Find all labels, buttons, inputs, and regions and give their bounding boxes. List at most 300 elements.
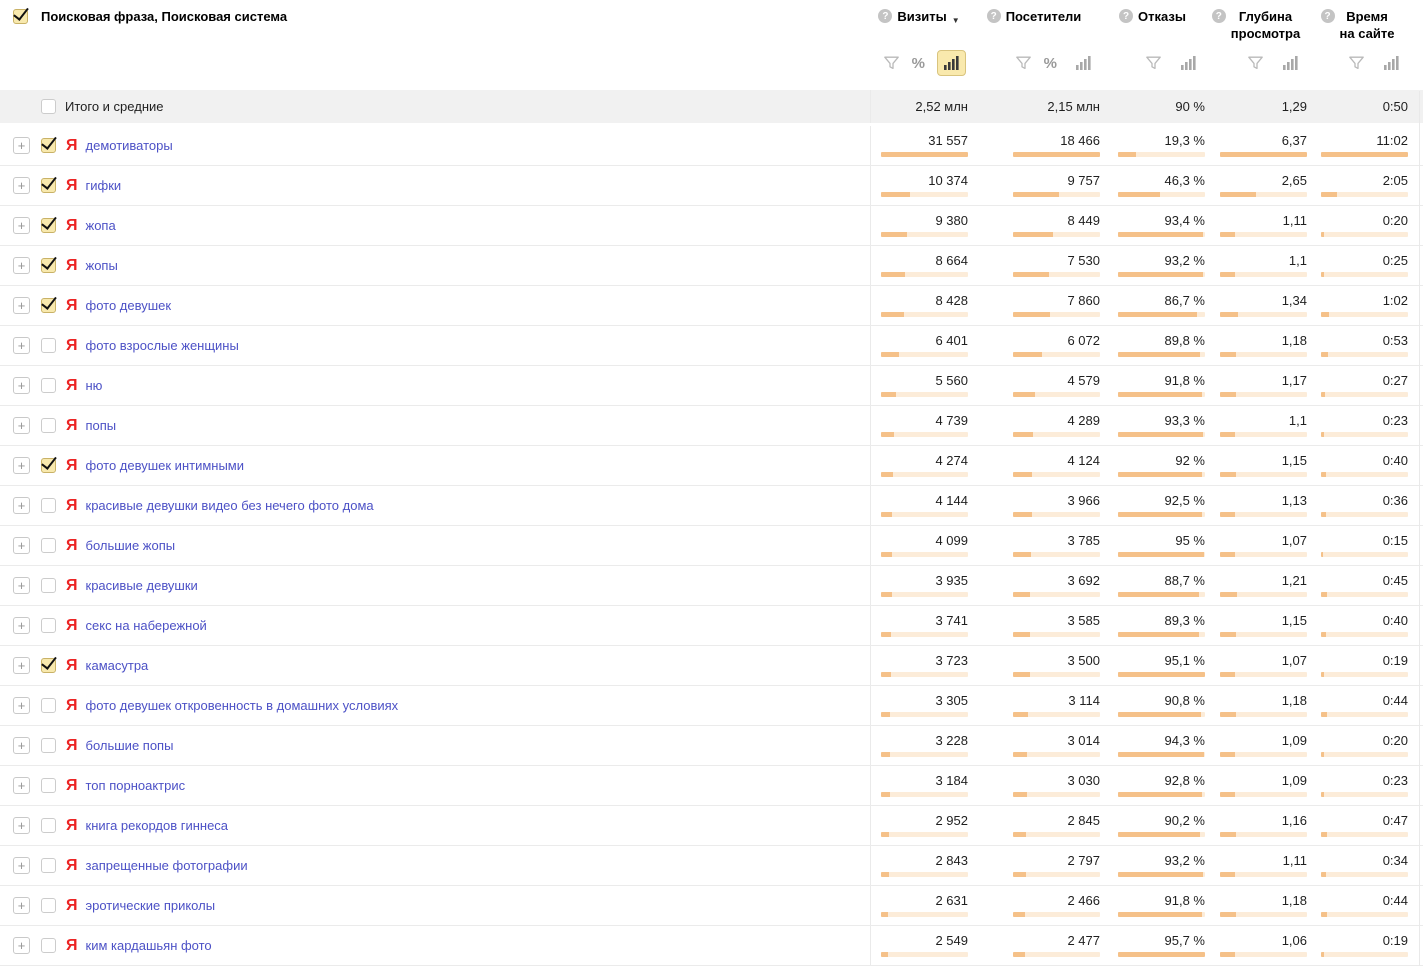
metric-bar-track (881, 432, 968, 437)
metric-bar-track (1220, 432, 1307, 437)
expand-button[interactable]: + (13, 617, 30, 634)
metric-bar-track (881, 232, 968, 237)
metric-value: 0:23 (1382, 413, 1408, 428)
filter-icon[interactable] (1247, 55, 1264, 71)
metric-bar-track (1321, 672, 1408, 677)
row-checkbox[interactable] (41, 658, 56, 673)
metric-bar-track (1118, 792, 1205, 797)
expand-button[interactable]: + (13, 217, 30, 234)
metric-cell-bounces (1100, 886, 1205, 925)
metric-bar-track (1220, 472, 1307, 477)
metric-value: 9 757 (1067, 173, 1100, 188)
phrase-link[interactable]: запрещенные фотографии (85, 858, 248, 873)
filter-icon[interactable] (1348, 55, 1365, 71)
metric-bar-fill (881, 232, 907, 237)
expand-button[interactable]: + (13, 937, 30, 954)
phrase-cell (0, 366, 870, 405)
metric-value: 92,5 % (1164, 493, 1205, 508)
metric-column-headers (870, 0, 1408, 90)
metric-value: 5 560 (935, 373, 968, 388)
expand-button[interactable]: + (13, 817, 30, 834)
metric-bar-fill (1118, 352, 1200, 357)
phrase-link[interactable]: попы (85, 418, 117, 433)
metric-value: 6 401 (935, 333, 968, 348)
metric-bar-track (1321, 152, 1408, 157)
row-checkbox[interactable] (41, 778, 56, 793)
bars-toggle-icon[interactable] (1276, 50, 1305, 76)
phrase-cell (0, 566, 870, 605)
metric-cell-bounces (1100, 406, 1205, 445)
column-label-time[interactable] (1307, 8, 1408, 42)
help-icon[interactable]: ? (987, 9, 1001, 23)
row-checkbox[interactable] (41, 418, 56, 433)
select-all-checkbox[interactable] (13, 9, 28, 24)
metric-value: 3 785 (1067, 533, 1100, 548)
metric-cell-bounces (1100, 766, 1205, 805)
bar-chart-glyph (1283, 56, 1298, 70)
metric-bar-track (881, 392, 968, 397)
metric-bar-track (1321, 912, 1408, 917)
row-checkbox[interactable] (41, 698, 56, 713)
row-checkbox[interactable] (41, 578, 56, 593)
metric-bar-track (1321, 872, 1408, 877)
percent-toggle-icon[interactable]: % (1043, 54, 1057, 72)
help-icon[interactable]: ? (878, 9, 892, 23)
metric-bar-track (881, 632, 968, 637)
totals-label: Итого и средние (65, 99, 164, 114)
metric-bar-fill (1118, 752, 1204, 757)
metric-bar-track (881, 272, 968, 277)
expand-button[interactable]: + (13, 457, 30, 474)
row-checkbox[interactable] (41, 738, 56, 753)
column-title: Отказы (1138, 9, 1186, 24)
phrase-link[interactable]: большие попы (85, 738, 174, 753)
metric-bar-track (1118, 152, 1205, 157)
row-checkbox[interactable] (41, 898, 56, 913)
help-icon[interactable]: ? (1321, 9, 1335, 23)
metric-cell-time (1307, 646, 1408, 685)
metric-cell-depth (1205, 686, 1307, 725)
metric-value: 4 579 (1067, 373, 1100, 388)
metric-value: 7 530 (1067, 253, 1100, 268)
metric-cell-depth (1205, 806, 1307, 845)
metric-bar-fill (1118, 592, 1199, 597)
metric-bar-fill (1013, 432, 1033, 437)
phrase-link[interactable]: фото девушек (85, 298, 172, 313)
phrase-link[interactable]: фото девушек интимными (85, 458, 245, 473)
bars-toggle-icon[interactable] (1377, 50, 1406, 76)
expand-button[interactable]: + (13, 377, 30, 394)
row-checkbox[interactable] (41, 538, 56, 553)
metric-cell-bounces (1100, 646, 1205, 685)
phrase-link[interactable]: секс на набережной (85, 618, 207, 633)
row-checkbox[interactable] (41, 378, 56, 393)
column-header-depth (1205, 0, 1307, 90)
expand-button[interactable]: + (13, 897, 30, 914)
expand-button[interactable]: + (13, 417, 30, 434)
metric-value: 1:02 (1382, 293, 1408, 308)
metric-bar-fill (881, 152, 968, 157)
metric-value: 0:20 (1382, 213, 1408, 228)
metric-value: 90 % (1175, 99, 1205, 114)
phrase-link[interactable]: фото взрослые женщины (85, 338, 239, 353)
metric-cell-visitors (968, 606, 1100, 645)
metric-value: 0:20 (1382, 733, 1408, 748)
table-row (0, 246, 1423, 286)
phrase-cell (0, 846, 870, 885)
metric-cell-visitors (968, 166, 1100, 205)
yandex-search-engine-icon: Я (66, 176, 78, 194)
metric-value: 3 305 (935, 693, 968, 708)
metric-bar-track (1220, 512, 1307, 517)
metric-bar-track (881, 592, 968, 597)
metric-cell-visits (870, 406, 968, 445)
phrase-link[interactable]: фото девушек откровенность в домашних условиях (85, 698, 399, 713)
row-checkbox[interactable] (41, 138, 56, 153)
metric-value: 95,1 % (1164, 653, 1205, 668)
metric-bar-track (1118, 272, 1205, 277)
yandex-search-engine-icon: Я (66, 616, 78, 634)
metric-bar-fill (1220, 512, 1235, 517)
totals-checkbox[interactable] (41, 99, 56, 114)
yandex-search-engine-icon: Я (66, 816, 78, 834)
filter-icon[interactable] (883, 55, 900, 71)
metric-cell-visitors (968, 126, 1100, 165)
metric-cell-visits (870, 886, 968, 925)
column-tools-depth (1247, 49, 1305, 77)
metric-cell-depth (1205, 846, 1307, 885)
metric-value: 2 797 (1067, 853, 1100, 868)
metric-bar-fill (1013, 672, 1030, 677)
filter-icon[interactable] (1015, 55, 1032, 71)
expand-button[interactable]: + (13, 537, 30, 554)
metric-cell-visits (870, 486, 968, 525)
metric-cell-visitors (968, 886, 1100, 925)
totals-row (0, 90, 1423, 123)
metric-cell-time (1307, 366, 1408, 405)
phrase-link[interactable]: красивые девушки (85, 578, 198, 593)
phrase-cell (0, 606, 870, 645)
expand-button[interactable]: + (13, 497, 30, 514)
row-checkbox[interactable] (41, 338, 56, 353)
row-checkbox[interactable] (41, 458, 56, 473)
metric-bar-track (881, 552, 968, 557)
yandex-search-engine-icon: Я (66, 656, 78, 674)
metric-cell-time (1307, 766, 1408, 805)
column-label-depth[interactable] (1205, 8, 1307, 42)
metric-cell-depth (1205, 926, 1307, 965)
metric-value: 1,1 (1288, 413, 1307, 428)
metric-bar-track (1118, 752, 1205, 757)
metric-bar-track (881, 672, 968, 677)
metric-bar-track (881, 312, 968, 317)
metric-cell-time (1307, 686, 1408, 725)
phrase-cell (0, 286, 870, 325)
column-label-bounces[interactable] (1100, 8, 1205, 25)
filter-funnel-glyph (1348, 55, 1365, 71)
metric-cell-visitors (968, 246, 1100, 285)
metric-cell-time (1307, 926, 1408, 965)
metric-bar-fill (1220, 832, 1236, 837)
metric-bar-fill (1321, 512, 1326, 517)
phrase-cell (0, 726, 870, 765)
metric-bar-track (1220, 592, 1307, 597)
phrase-link[interactable]: топ порноактрис (85, 778, 186, 793)
metric-bar-fill (1013, 912, 1025, 917)
metric-bar-track (1321, 432, 1408, 437)
metric-bar-track (881, 192, 968, 197)
metric-cell-visitors (968, 486, 1100, 525)
metric-bar-fill (1321, 392, 1325, 397)
metric-bar-track (1321, 192, 1408, 197)
metric-bar-fill (1220, 632, 1236, 637)
table-row (0, 326, 1423, 366)
metric-bar-track (1220, 552, 1307, 557)
metric-bar-track (1220, 392, 1307, 397)
metric-cell-time (1307, 166, 1408, 205)
row-checkbox[interactable] (41, 218, 56, 233)
metric-bar-fill (1220, 232, 1235, 237)
metric-bar-track (1321, 392, 1408, 397)
metric-bar-track (1118, 832, 1205, 837)
phrase-cell (0, 446, 870, 485)
metric-cell-visitors (968, 846, 1100, 885)
metric-value: 11:02 (1376, 133, 1408, 148)
metric-bar-track (1118, 592, 1205, 597)
metric-value: 88,7 % (1164, 573, 1205, 588)
metric-cell-bounces (1100, 326, 1205, 365)
phrase-link[interactable]: красивые девушки видео без нечего фото дома (85, 498, 374, 513)
bar-chart-glyph (944, 56, 959, 70)
metric-value: 4 274 (935, 453, 968, 468)
metric-bar-fill (1118, 792, 1202, 797)
metric-bar-track (1118, 392, 1205, 397)
metric-bar-track (1013, 752, 1100, 757)
metric-value: 2 549 (935, 933, 968, 948)
expand-button[interactable]: + (13, 697, 30, 714)
metric-cell-bounces (1100, 286, 1205, 325)
metric-bar-fill (1013, 592, 1030, 597)
metric-bar-track (1220, 832, 1307, 837)
metric-bar-track (1013, 512, 1100, 517)
metric-value: 3 935 (935, 573, 968, 588)
row-checkbox[interactable] (41, 298, 56, 313)
metric-cell-depth (1205, 246, 1307, 285)
column-label-visits[interactable] (870, 8, 968, 29)
row-checkbox[interactable] (41, 498, 56, 513)
help-icon[interactable]: ? (1212, 9, 1226, 23)
metric-cell-bounces (1100, 846, 1205, 885)
metric-cell-visitors (968, 206, 1100, 245)
expand-button[interactable]: + (13, 857, 30, 874)
column-header-bounces (1100, 0, 1205, 90)
row-checkbox[interactable] (41, 938, 56, 953)
table-row (0, 126, 1423, 166)
table-header (0, 0, 1423, 90)
metric-value: 6 072 (1067, 333, 1100, 348)
metric-cell-visits (870, 846, 968, 885)
metric-cell-visitors (968, 526, 1100, 565)
expand-button[interactable]: + (13, 257, 30, 274)
expand-button[interactable]: + (13, 737, 30, 754)
row-checkbox[interactable] (41, 858, 56, 873)
metric-bar-track (1118, 632, 1205, 637)
phrase-link[interactable]: ню (85, 378, 103, 393)
metric-bar-track (1013, 712, 1100, 717)
phrase-link[interactable]: гифки (85, 178, 122, 193)
phrase-link[interactable]: книга рекордов гиннеса (85, 818, 229, 833)
metric-bar-fill (1321, 152, 1408, 157)
bars-toggle-icon[interactable] (1069, 50, 1098, 76)
metric-bar-fill (1220, 272, 1235, 277)
metric-cell-visits (870, 606, 968, 645)
metric-bar-fill (1321, 912, 1327, 917)
metric-value: 8 449 (1067, 213, 1100, 228)
table-row (0, 726, 1423, 766)
metric-value: 0:40 (1382, 613, 1408, 628)
table-right-border (1419, 91, 1420, 966)
metric-value: 1,29 (1281, 99, 1307, 114)
metric-cell-visits (870, 526, 968, 565)
phrase-link[interactable]: ким кардашьян фото (85, 938, 212, 953)
phrase-cell (0, 326, 870, 365)
metric-bar-fill (1220, 712, 1236, 717)
metric-bar-track (881, 752, 968, 757)
bars-toggle-icon[interactable] (937, 50, 966, 76)
metric-bar-track (1220, 672, 1307, 677)
expand-button[interactable]: + (13, 297, 30, 314)
yandex-search-engine-icon: Я (66, 696, 78, 714)
table-row (0, 686, 1423, 726)
metric-bar-fill (1220, 312, 1238, 317)
column-tools-visitors (1015, 49, 1098, 77)
metric-value: 3 228 (935, 733, 968, 748)
bar-chart-glyph (1384, 56, 1399, 70)
metric-bar-fill (881, 872, 889, 877)
metric-cell-visits (870, 686, 968, 725)
metric-bar-track (1118, 712, 1205, 717)
yandex-search-engine-icon: Я (66, 536, 78, 554)
phrase-link[interactable]: жопа (85, 218, 116, 233)
metric-value: 1,06 (1281, 933, 1307, 948)
metric-value: 1,18 (1281, 693, 1307, 708)
filter-icon[interactable] (1145, 55, 1162, 71)
expand-button[interactable]: + (13, 337, 30, 354)
metric-bar-fill (1118, 832, 1200, 837)
metric-value: 1,16 (1281, 813, 1307, 828)
row-checkbox[interactable] (41, 618, 56, 633)
bar-chart-glyph (1181, 56, 1196, 70)
metric-value: 89,8 % (1164, 333, 1205, 348)
column-tools-visits (883, 49, 966, 77)
metric-value: 0:19 (1382, 933, 1408, 948)
metric-cell-visitors (968, 806, 1100, 845)
help-icon[interactable]: ? (1119, 9, 1133, 23)
phrase-link[interactable]: эротические приколы (85, 898, 216, 913)
metric-cell-time (1307, 726, 1408, 765)
metric-cell-time (1307, 446, 1408, 485)
row-checkbox[interactable] (41, 818, 56, 833)
phrase-link[interactable]: жопы (85, 258, 118, 273)
metric-bar-track (1118, 912, 1205, 917)
percent-toggle-icon[interactable]: % (911, 54, 925, 72)
column-title: Визиты (897, 9, 947, 24)
metric-bar-track (1220, 632, 1307, 637)
metric-bar-fill (1220, 152, 1307, 157)
filter-funnel-glyph (1015, 55, 1032, 71)
metric-bar-fill (1220, 432, 1235, 437)
expand-button[interactable]: + (13, 177, 30, 194)
metric-value: 90,2 % (1164, 813, 1205, 828)
metric-bar-fill (1220, 392, 1236, 397)
metric-value: 0:27 (1382, 373, 1408, 388)
metric-bar-fill (1321, 552, 1323, 557)
expand-button[interactable]: + (13, 577, 30, 594)
metric-bar-fill (1118, 272, 1203, 277)
table-row (0, 406, 1423, 446)
metric-bar-fill (1118, 872, 1203, 877)
metric-bar-track (1118, 952, 1205, 957)
metric-cell-depth (1205, 366, 1307, 405)
metric-cell-depth (1205, 886, 1307, 925)
yandex-search-engine-icon: Я (66, 896, 78, 914)
phrase-link[interactable]: камасутра (85, 658, 149, 673)
yandex-search-engine-icon: Я (66, 576, 78, 594)
metric-bar-fill (881, 952, 888, 957)
metric-cell-time (1307, 806, 1408, 845)
table-row (0, 486, 1423, 526)
metric-cell-bounces (1100, 366, 1205, 405)
expand-button[interactable]: + (13, 657, 30, 674)
metric-bar-fill (881, 272, 905, 277)
metric-cell-visits (870, 326, 968, 365)
metric-value: 3 014 (1067, 733, 1100, 748)
metric-bar-fill (1013, 872, 1026, 877)
metric-bar-fill (881, 552, 892, 557)
metric-bar-track (1013, 392, 1100, 397)
metric-value: 3 723 (935, 653, 968, 668)
row-checkbox[interactable] (41, 178, 56, 193)
metric-bar-fill (1118, 552, 1204, 557)
metric-bar-track (1013, 312, 1100, 317)
metric-bar-fill (1013, 272, 1049, 277)
metric-bar-fill (1321, 792, 1324, 797)
expand-button[interactable]: + (13, 777, 30, 794)
metric-value: 95 % (1175, 533, 1205, 548)
expand-button[interactable]: + (13, 137, 30, 154)
metric-cell-visits (870, 726, 968, 765)
metric-bar-fill (881, 192, 910, 197)
metric-bar-fill (881, 712, 890, 717)
phrase-link[interactable]: демотиваторы (85, 138, 173, 153)
bars-toggle-icon[interactable] (1174, 50, 1203, 76)
sort-desc-icon[interactable]: ▼ (951, 16, 960, 25)
metric-cell-visitors (968, 366, 1100, 405)
metric-cell-visits (870, 446, 968, 485)
metric-cell-depth (1205, 326, 1307, 365)
metric-cell-visitors (968, 326, 1100, 365)
column-label-visitors[interactable] (968, 8, 1100, 25)
metric-bar-track (1013, 672, 1100, 677)
page-title: Поисковая фраза, Поисковая система (41, 9, 288, 24)
metric-value: 3 500 (1067, 653, 1100, 668)
row-checkbox[interactable] (41, 258, 56, 273)
metric-bar-track (1013, 472, 1100, 477)
metric-bar-fill (1321, 592, 1327, 597)
metric-bar-fill (1013, 232, 1053, 237)
phrase-link[interactable]: большие жопы (85, 538, 176, 553)
table-row (0, 526, 1423, 566)
